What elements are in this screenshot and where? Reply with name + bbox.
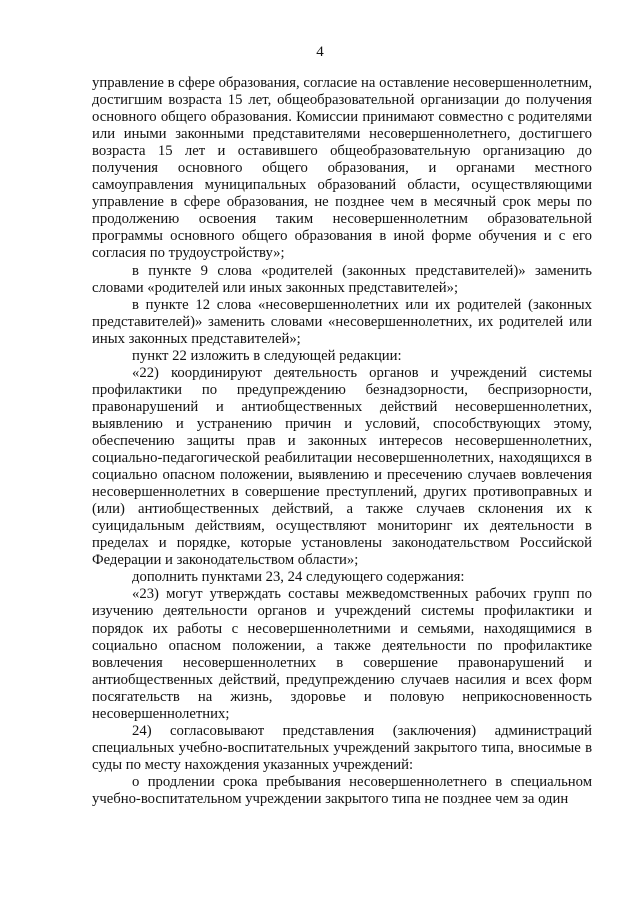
paragraph-item-9: в пункте 9 слова «родителей (законных представителей)» заменить словами «родителей или иных законных представителей»; bbox=[92, 262, 592, 296]
paragraph-add-items-intro: дополнить пунктами 23, 24 следующего содержания: bbox=[132, 569, 465, 586]
paragraph-continuation: управление в сфере образования, согласие на оставление несовершеннолетним, достигшим возраста 15 лет, общеобразовательной организации до получения основного общего образования. Комиссии принимают совместно с родителями или иными законными представителями несовершеннолетнего, достигшего возраста 15 лет и оставившего общеобразовательную организацию до получения основного общего образования, и органами местного самоуправления муниципальных образований области, осуществляющими управление в сфере образования, не позднее чем в месячный срок меры по продолжению освоения таким несовершеннолетним образовательной программы основного общего образования в иной форме обучения и с его согласия по трудоустройству»; bbox=[92, 75, 592, 262]
paragraph-item-24: 24) согласовывают представления (заключения) администраций специальных учебно-воспитательных учреждений закрытого типа, вносимые в суды по месту нахождения указанных учреждений: bbox=[92, 722, 592, 773]
paragraph-item-12: в пункте 12 слова «несовершеннолетних или их родителей (законных представителей)» заменить словами «несовершеннолетних, их родителей или иных законных представителей»; bbox=[92, 296, 592, 347]
document-body bbox=[92, 75, 592, 808]
paragraph-item-22-text: «22) координируют деятельность органов и учреждений системы профилактики по предупреждению безнадзорности, беспризорности, правонарушений и антиобщественных действий несовершеннолетних, выявлению и устранению причин и условий, способствующих этому, обеспечению защиты прав и законных интересов несовершеннолетних, социально-педагогической реабилитации несовершеннолетних, находящихся в социально опасном положении, выявлению и пресечению случаев вовлечения несовершеннолетних в совершение преступлений, других противоправных и (или) антиобщественных действий, а также случаев склонения их к суицидальным действиям, осуществляют мониторинг их деятельности в пределах и порядке, которые установлены законодательством Российской Федерации и законодательством области»; bbox=[92, 364, 592, 569]
page-number: 4 bbox=[316, 44, 324, 60]
paragraph-item-22-intro: пункт 22 изложить в следующей редакции: bbox=[132, 347, 402, 364]
paragraph-item-23: «23) могут утверждать составы межведомственных рабочих групп по изучению деятельности органов и учреждений системы профилактики и порядок их работы с несовершеннолетними и семьями, находящимися в социально опасном положении, а также деятельности по профилактике вовлечения несовершеннолетних в совершение правонарушений и антиобщественных действий, предупреждению случаев насилия и всех форм посягательств на жизнь, здоровье и половую неприкосновенность несовершеннолетних; bbox=[92, 586, 592, 722]
paragraph-extension-term: о продлении срока пребывания несовершеннолетнего в специальном учебно-воспитательном учреждении закрытого типа не позднее чем за один bbox=[92, 773, 592, 807]
